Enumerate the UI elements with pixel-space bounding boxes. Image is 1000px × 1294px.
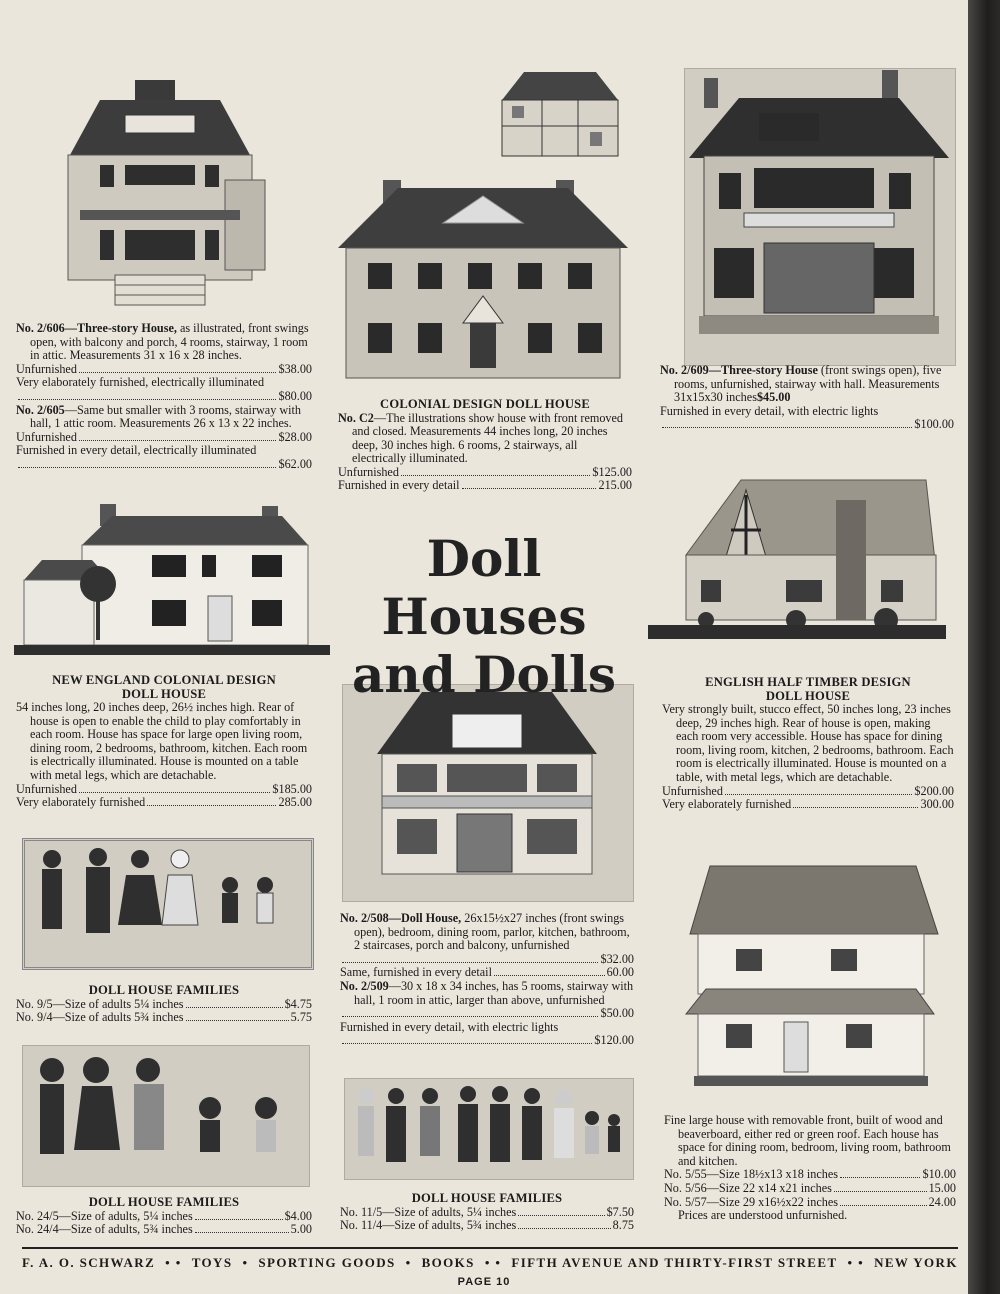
item-2605-unfurnished-price: $28.00 (278, 429, 312, 444)
english-unfurnished-price: $200.00 (914, 783, 954, 798)
colonial-furnished-label: Furnished in every detail (338, 478, 460, 493)
fine-house-r3-price: 24.00 (928, 1194, 956, 1209)
house-2508-illustration (342, 684, 632, 900)
families-b-block (16, 1196, 312, 1237)
english-house-illustration (646, 470, 948, 662)
fine-house-r1-label: No. 5/55—Size 18½x13 x18 inches (664, 1167, 838, 1182)
item-2605-furnished-label: Furnished in every detail, electrically illuminated (16, 443, 257, 458)
item-2609-block (660, 364, 954, 432)
item-2605-furnished-price: $62.00 (278, 456, 312, 471)
new-england-unfurnished-price: $185.00 (272, 781, 312, 796)
headline-line1: Doll Houses (381, 529, 587, 646)
doll-family-b-illustration (30, 1050, 300, 1180)
house-2609-illustration (684, 68, 954, 364)
footer-city: NEW YORK (874, 1255, 958, 1270)
house-2606-illustration (40, 70, 280, 320)
families-a-r1-price: $4.75 (284, 996, 312, 1011)
families-b-r1-label: No. 24/5—Size of adults, 5¼ inches (16, 1208, 193, 1223)
colonial-desc: —The illustrations show house with front removed and closed. Measurements 44 inches long, 20 inches deep, 30 inches high. 6 rooms, 2 stairways, all electrically illuminated. (352, 410, 624, 466)
footer-address: FIFTH AVENUE AND THIRTY-FIRST STREET (511, 1255, 838, 1270)
new-england-desc: 54 inches long, 20 inches deep, 26½ inches high. Rear of house is open to enable the child to play comfortably in each room. House has space for large open living room, dining room, 2 bedrooms, bathroom, kitchen. Each room is electrically illuminated. House is mounted on a table with metal legs, which are detachable. (16, 700, 308, 782)
item-2606-desc: as illustrated, front swings open, with balcony and porch, 4 rooms, stairway, 1 room in attic. Measurements 31 x 16 x 28 inches. (30, 321, 309, 363)
new-england-unfurnished-label: Unfurnished (16, 781, 77, 796)
families-b-r2-label: No. 24/4—Size of adults, 5¾ inches (16, 1222, 193, 1237)
colonial-furnished-price: 215.00 (598, 478, 632, 493)
doll-family-a-illustration (30, 845, 300, 957)
item-2606-block (16, 322, 312, 472)
item-2606-furnished-price: $80.00 (278, 388, 312, 403)
item-2509-furnished-price: $120.00 (594, 1033, 634, 1048)
item-2605-desc: —Same but smaller with 3 rooms, stairway with hall, 1 attic room. Measurements 26 x 13 x 22 inches. (30, 402, 302, 431)
fine-house-note: Prices are understood unfurnished. (678, 1208, 848, 1223)
item-2509-desc: —30 x 18 x 34 inches, has 5 rooms, stairway with hall, 1 room in attic, larger than above, unfurnished (354, 978, 634, 1007)
item-2609-price: $45.00 (756, 390, 791, 405)
fine-house-r1-price: $10.00 (922, 1167, 956, 1182)
fine-house-r2-price: 15.00 (928, 1180, 956, 1195)
colonial-unfurnished-price: $125.00 (592, 464, 632, 479)
english-block (662, 676, 954, 812)
families-b-r2-price: 5.00 (290, 1222, 312, 1237)
footer-company: F. A. O. SCHWARZ (22, 1255, 156, 1270)
fine-house-r2-label: No. 5/56—Size 22 x14 x21 inches (664, 1180, 832, 1195)
footer-sep-3: • (405, 1255, 412, 1270)
footer-sep-5: • • (847, 1255, 865, 1270)
families-c-r2-label: No. 11/4—Size of adults, 5¾ inches (340, 1218, 517, 1233)
item-2609-furnished-price: $100.00 (914, 417, 954, 432)
footer-toys: TOYS (191, 1255, 233, 1270)
english-desc: Very strongly built, stucco effect, 50 inches long, 23 inches deep, 29 inches high. Rear of house is open, making each room very accessible. House has space for dining room, living room, kitchen, 2 bedrooms, bathroom. Each room is electrically illuminated. House is mounted on a table, with metal legs, which are detachable. (662, 702, 954, 784)
new-england-house-illustration (12, 500, 330, 670)
item-2508-same-price: 60.00 (606, 965, 634, 980)
item-2605-title: No. 2/605 (16, 402, 65, 417)
families-a-r2-label: No. 9/4—Size of adults 5¾ inches (16, 1010, 184, 1025)
item-2508-same-label: Same, furnished in every detail (340, 965, 492, 980)
footer-sep-4: • • (484, 1255, 502, 1270)
english-furnished-label: Very elaborately furnished (662, 797, 792, 812)
item-2508-title: No. 2/508—Doll House, (340, 911, 462, 925)
families-b-r1-price: $4.00 (284, 1208, 312, 1223)
footer-sep-1: • • (165, 1255, 182, 1270)
page-number: PAGE 10 (457, 1276, 511, 1288)
families-a-r2-price: 5.75 (290, 1010, 312, 1025)
footer-sep-2: • (242, 1255, 249, 1270)
families-c-r1-price: $7.50 (606, 1204, 634, 1219)
colonial-title: COLONIAL DESIGN DOLL HOUSE (380, 397, 590, 411)
footer-sporting-goods: SPORTING GOODS (258, 1255, 396, 1270)
families-c-title: DOLL HOUSE FAMILIES (411, 1191, 563, 1205)
new-england-block (16, 674, 312, 810)
item-2606-furnished-label: Very elaborately furnished, electrically illuminated (16, 375, 265, 390)
item-2606-unfurnished-label: Unfurnished (16, 361, 77, 376)
colonial-block (338, 398, 632, 493)
item-2609-title: No. 2/609—Three-story House (660, 363, 818, 377)
new-england-title1: NEW ENGLAND COLONIAL DESIGN (52, 673, 276, 687)
families-a-block (16, 984, 312, 1025)
families-b-title: DOLL HOUSE FAMILIES (88, 1195, 240, 1209)
families-c-r1-label: No. 11/5—Size of adults, 5¼ inches (340, 1204, 517, 1219)
families-a-r1-label: No. 9/5—Size of adults 5¼ inches (16, 996, 184, 1011)
book-spine (968, 0, 1000, 1294)
colonial-interior-illustration (494, 70, 626, 158)
fine-house-block (664, 1114, 956, 1223)
item-2606-title: No. 2/606—Three-story House, (16, 321, 177, 335)
item-2606-unfurnished-price: $38.00 (278, 361, 312, 376)
item-2509-furnished-label: Furnished in every detail, with electric lights (340, 1019, 559, 1034)
new-england-furnished-price: 285.00 (278, 795, 312, 810)
footer-bar (22, 1247, 958, 1271)
fine-house-r3-label: No. 5/57—Size 29 x16½x22 inches (664, 1194, 838, 1209)
new-england-furnished-label: Very elaborately furnished (16, 795, 146, 810)
families-c-r2-price: 8.75 (612, 1218, 634, 1233)
footer-books: BOOKS (421, 1255, 475, 1270)
english-title1: ENGLISH HALF TIMBER DESIGN (705, 675, 911, 689)
item-2509-price: $50.00 (600, 1006, 634, 1021)
fine-house-desc: Fine large house with removable front, built of wood and beaverboard, either red or green roof. Each house has space for dining room, bedroom, living room, bathroom and kitchen. (664, 1113, 951, 1168)
colonial-unfurnished-label: Unfurnished (338, 464, 399, 479)
item-2605-unfurnished-label: Unfurnished (16, 429, 77, 444)
item-2509-num: No. 2/509 (340, 978, 389, 993)
english-title2: DOLL HOUSE (765, 688, 851, 703)
headline-line2: and Dolls (352, 645, 616, 704)
families-a-title: DOLL HOUSE FAMILIES (88, 983, 240, 997)
english-unfurnished-label: Unfurnished (662, 783, 723, 798)
english-furnished-price: 300.00 (920, 797, 954, 812)
item-2508-block (340, 912, 634, 1048)
new-england-title2: DOLL HOUSE (121, 686, 207, 701)
page-headline (326, 530, 642, 704)
item-2609-desc: (front swings open), five rooms, unfurnished, stairway with hall. Measurements 31x15x30 inches (674, 363, 942, 405)
item-2508-price: $32.00 (600, 951, 634, 966)
colonial-num: No. C2 (338, 410, 374, 425)
fine-large-house-illustration (676, 864, 942, 1098)
item-2508-desc: 26x15½x27 inches (front swings open), bedroom, dining room, parlor, kitchen, bathroom, 2 staircases, porch and balcony, unfurnished (354, 911, 630, 953)
colonial-house-illustration (338, 178, 628, 383)
families-c-block (340, 1192, 634, 1233)
item-2609-furnished-label: Furnished in every detail, with electric lights (660, 403, 879, 418)
doll-family-c-illustration (350, 1084, 626, 1174)
